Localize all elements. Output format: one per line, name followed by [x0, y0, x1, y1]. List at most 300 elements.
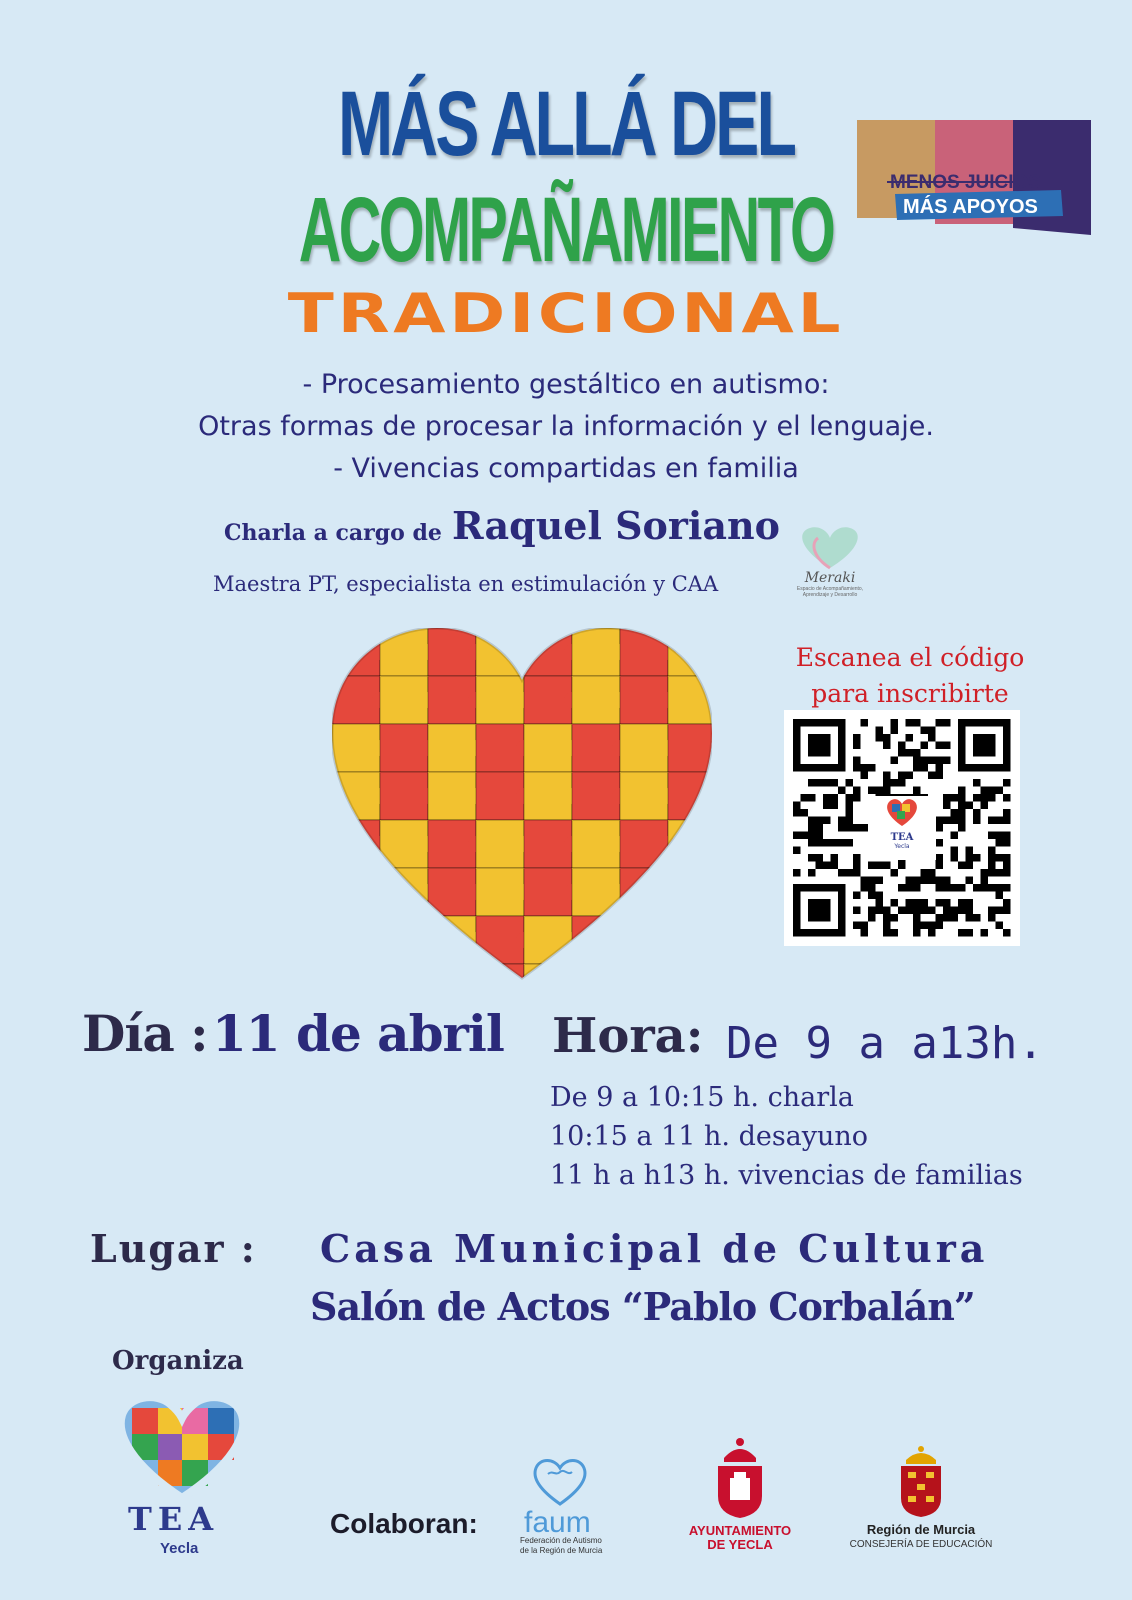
qr-module — [913, 914, 921, 922]
qr-module — [868, 914, 876, 922]
qr-module — [876, 862, 884, 870]
qr-module — [921, 764, 929, 772]
qr-module — [801, 809, 809, 817]
puzzle-piece — [332, 820, 380, 868]
puzzle-piece — [380, 964, 428, 988]
schedule-item: 10:15 a 11 h. desayuno — [550, 1121, 869, 1152]
qr-module — [973, 779, 981, 787]
qr-module — [861, 884, 869, 892]
qr-module — [943, 742, 951, 750]
qr-module — [831, 802, 839, 810]
qr-module — [846, 839, 854, 847]
registration-line-1: Escanea el código — [795, 643, 1025, 672]
qr-module — [951, 832, 959, 840]
qr-module — [868, 787, 876, 795]
qr-module — [973, 914, 981, 922]
qr-module — [958, 907, 966, 915]
qr-module — [853, 734, 861, 742]
qr-module — [838, 839, 846, 847]
qr-module — [876, 734, 884, 742]
qr-module — [943, 877, 951, 885]
qr-module — [936, 877, 944, 885]
qr-module — [898, 862, 906, 870]
puzzle-piece — [668, 868, 712, 916]
qr-module — [868, 884, 876, 892]
qr-module — [823, 802, 831, 810]
qr-module — [831, 779, 839, 787]
yecla-coat-of-arms-icon — [710, 1436, 770, 1520]
qr-module — [913, 929, 921, 937]
tea-yecla-logo — [112, 1390, 252, 1500]
faum-desc-2: de la Región de Murcia — [520, 1546, 603, 1555]
qr-module — [943, 757, 951, 765]
meraki-name: Meraki — [804, 570, 856, 586]
time-label: Hora: — [552, 1008, 704, 1064]
qr-module — [1003, 869, 1011, 877]
qr-center-sub: Yecla — [894, 843, 910, 850]
qr-module — [831, 839, 839, 847]
qr-module — [981, 794, 989, 802]
qr-module — [853, 869, 861, 877]
qr-module — [951, 907, 959, 915]
qr-module — [1003, 907, 1011, 915]
qr-module — [936, 862, 944, 870]
qr-module — [868, 877, 876, 885]
puzzle-piece — [668, 916, 712, 964]
qr-module — [951, 847, 959, 855]
puzzle-piece — [428, 964, 476, 988]
qr-module — [1003, 899, 1011, 907]
qr-module — [846, 809, 854, 817]
qr-module — [868, 907, 876, 915]
qr-module — [891, 757, 899, 765]
qr-module — [943, 884, 951, 892]
qr-module — [838, 817, 846, 825]
puzzle-knob — [660, 980, 676, 988]
qr-module — [808, 854, 816, 862]
qr-module — [883, 779, 891, 787]
qr-module — [808, 832, 816, 840]
qr-module — [853, 892, 861, 900]
qr-module — [928, 869, 936, 877]
qr-module — [808, 779, 816, 787]
puzzle-knob — [708, 836, 712, 852]
qr-module — [876, 787, 884, 795]
qr-module — [988, 854, 996, 862]
qr-module — [913, 884, 921, 892]
qr-module — [921, 877, 929, 885]
qr-module — [846, 794, 854, 802]
time-value: De 9 a a13h. — [726, 1018, 1044, 1069]
title-line-1: MÁS ALLÁ DEL — [337, 73, 795, 175]
puzzle-piece — [380, 916, 428, 964]
qr-module — [921, 907, 929, 915]
region-line-1: Región de Murcia — [866, 1522, 976, 1537]
qr-module — [906, 907, 914, 915]
puzzle-piece — [572, 964, 620, 988]
qr-finder — [973, 734, 996, 757]
qr-module — [988, 869, 996, 877]
qr-module — [943, 899, 951, 907]
qr-module — [966, 899, 974, 907]
qr-module — [981, 869, 989, 877]
qr-module — [928, 734, 936, 742]
qr-module — [808, 824, 816, 832]
qr-module — [913, 719, 921, 727]
qr-module — [913, 787, 921, 795]
qr-module — [846, 779, 854, 787]
schedule-list — [550, 1078, 1023, 1195]
qr-module — [936, 899, 944, 907]
qr-module — [831, 854, 839, 862]
qr-module — [958, 929, 966, 937]
puzzle-knob — [372, 884, 388, 900]
qr-module — [996, 854, 1004, 862]
qr-module — [883, 929, 891, 937]
topic-item: Otras formas de procesar la información y el lenguaje. — [198, 411, 934, 442]
qr-module — [966, 862, 974, 870]
qr-module — [1003, 832, 1011, 840]
qr-module — [928, 727, 936, 735]
qr-module — [831, 862, 839, 870]
qr-module — [898, 772, 906, 780]
schedule-item: 11 h a h13 h. vivencias de familias — [550, 1160, 1023, 1191]
puzzle-knob — [468, 980, 484, 988]
qr-center-label: TEA — [890, 832, 914, 843]
qr-module — [943, 719, 951, 727]
talk-prefix: Charla a cargo de — [224, 520, 442, 546]
qr-module — [973, 884, 981, 892]
day-value: 11 de abril — [212, 1004, 504, 1063]
puzzle-knob — [612, 932, 628, 948]
qr-module — [981, 884, 989, 892]
qr-module — [801, 794, 809, 802]
qr-module — [936, 817, 944, 825]
qr-module — [936, 854, 944, 862]
qr-module — [838, 824, 846, 832]
qr-module — [936, 884, 944, 892]
puzzle-knob — [420, 980, 436, 988]
ayuntamiento-line-1: AYUNTAMIENTO — [688, 1523, 792, 1538]
qr-module — [988, 862, 996, 870]
puzzle-piece — [572, 916, 620, 964]
qr-module — [898, 884, 906, 892]
qr-module — [861, 922, 869, 930]
qr-module — [966, 877, 974, 885]
puzzle-piece — [668, 676, 712, 724]
qr-module — [988, 832, 996, 840]
puzzle-knob — [372, 932, 388, 948]
badge-main-text: MÁS APOYOS — [903, 196, 1038, 218]
qr-module — [868, 764, 876, 772]
qr-module — [958, 862, 966, 870]
qr-module — [801, 832, 809, 840]
qr-module — [958, 794, 966, 802]
qr-module — [891, 779, 899, 787]
qr-module — [816, 839, 824, 847]
qr-module — [853, 764, 861, 772]
qr-module — [793, 809, 801, 817]
qr-module — [808, 794, 816, 802]
qr-module — [951, 809, 959, 817]
qr-module — [996, 907, 1004, 915]
qr-module — [846, 824, 854, 832]
region-line-2: CONSEJERÍA DE EDUCACIÓN — [849, 1539, 993, 1550]
topic-item: - Procesamiento gestáltico en autismo: — [302, 369, 830, 400]
qr-module — [913, 899, 921, 907]
qr-module — [883, 742, 891, 750]
puzzle-piece — [668, 820, 712, 868]
qr-module — [996, 922, 1004, 930]
place-line-1: Casa Municipal de Cultura — [320, 1226, 989, 1271]
qr-module — [951, 817, 959, 825]
meraki-tagline: Espacio de Acompañamiento, Aprendizaje y Desarrollo — [796, 586, 864, 598]
qr-module — [846, 817, 854, 825]
registration-line-2: para inscribirte — [811, 679, 1009, 708]
qr-module — [906, 749, 914, 757]
qr-module — [861, 719, 869, 727]
qr-module — [853, 794, 861, 802]
puzzle-knob — [564, 980, 580, 988]
qr-module — [966, 854, 974, 862]
speaker-name: Raquel Soriano — [452, 503, 780, 548]
qr-module — [973, 817, 981, 825]
qr-module — [883, 734, 891, 742]
qr-module — [913, 764, 921, 772]
qr-module — [906, 877, 914, 885]
tea-heart-icon — [882, 796, 922, 828]
title-line-3: TRADICIONAL — [287, 282, 845, 345]
puzzle-piece — [332, 868, 380, 916]
qr-module — [958, 817, 966, 825]
tea-wordmark — [128, 1500, 219, 1538]
qr-module — [853, 787, 861, 795]
qr-module — [883, 862, 891, 870]
qr-module — [996, 832, 1004, 840]
qr-module — [808, 869, 816, 877]
puzzle-knob — [708, 644, 712, 660]
qr-module — [936, 914, 944, 922]
qr-module — [936, 922, 944, 930]
faum-logo — [520, 1456, 630, 1556]
tea-name: TEA — [128, 1500, 220, 1538]
qr-module — [973, 809, 981, 817]
qr-module — [861, 772, 869, 780]
title-line-2: ACOMPAÑAMIENTO — [298, 179, 834, 281]
qr-module — [951, 854, 959, 862]
qr-module — [988, 914, 996, 922]
qr-module — [966, 802, 974, 810]
topics-list — [0, 364, 1132, 490]
qr-module — [823, 862, 831, 870]
puzzle-knob — [660, 932, 676, 948]
qr-module — [1003, 854, 1011, 862]
qr-module — [936, 757, 944, 765]
qr-module — [943, 817, 951, 825]
qr-module — [936, 742, 944, 750]
qr-module — [1003, 839, 1011, 847]
qr-module — [861, 877, 869, 885]
qr-module — [936, 772, 944, 780]
qr-module — [891, 727, 899, 735]
qr-module — [868, 892, 876, 900]
qr-module — [928, 757, 936, 765]
qr-module — [958, 884, 966, 892]
qr-module — [981, 877, 989, 885]
qr-module — [943, 794, 951, 802]
qr-module — [793, 869, 801, 877]
qr-module — [876, 727, 884, 735]
qr-module — [973, 794, 981, 802]
qr-module — [823, 794, 831, 802]
qr-module — [996, 787, 1004, 795]
qr-module — [966, 907, 974, 915]
badge-strike-text: MENOS JUICIOS — [890, 172, 1041, 193]
qr-module — [853, 824, 861, 832]
qr-module — [988, 907, 996, 915]
qr-module — [958, 824, 966, 832]
qr-module — [951, 884, 959, 892]
qr-module — [913, 757, 921, 765]
qr-module — [951, 794, 959, 802]
qr-module — [1003, 884, 1011, 892]
qr-module — [943, 802, 951, 810]
qr-module — [981, 929, 989, 937]
puzzle-knob — [612, 980, 628, 988]
qr-module — [966, 847, 974, 855]
qr-module — [1003, 809, 1011, 817]
qr-module — [1003, 779, 1011, 787]
qr-module — [936, 839, 944, 847]
qr-module — [958, 809, 966, 817]
puzzle-piece — [524, 964, 572, 988]
qr-module — [891, 914, 899, 922]
qr-module — [996, 869, 1004, 877]
qr-module — [883, 922, 891, 930]
qr-module — [823, 779, 831, 787]
qr-module — [883, 914, 891, 922]
qr-module — [898, 749, 906, 757]
qr-finder — [808, 734, 831, 757]
qr-module — [861, 764, 869, 772]
qr-center-logo — [868, 796, 936, 860]
qr-module — [988, 884, 996, 892]
puzzle-knob — [708, 788, 712, 804]
qr-module — [898, 742, 906, 750]
qr-module — [831, 794, 839, 802]
qr-module — [958, 899, 966, 907]
qr-module — [943, 914, 951, 922]
puzzle-piece — [668, 724, 712, 772]
qr-module — [816, 832, 824, 840]
qr-module — [988, 817, 996, 825]
puzzle-knob — [708, 884, 712, 900]
qr-module — [966, 914, 974, 922]
qr-module — [808, 817, 816, 825]
qr-finder — [808, 899, 831, 922]
puzzle-knob — [708, 932, 712, 948]
qr-module — [966, 929, 974, 937]
qr-module — [906, 884, 914, 892]
qr-module — [883, 787, 891, 795]
schedule-item: De 9 a 10:15 h. charla — [550, 1082, 854, 1113]
qr-module — [876, 899, 884, 907]
qr-module — [816, 817, 824, 825]
qr-module — [921, 742, 929, 750]
qr-module — [981, 802, 989, 810]
qr-module — [921, 869, 929, 877]
qr-module — [1003, 817, 1011, 825]
qr-module — [876, 892, 884, 900]
speaker-role: Maestra PT, especialista en estimulación y CAA — [213, 572, 719, 596]
registration-qr-code[interactable] — [784, 710, 1020, 946]
qr-module — [891, 929, 899, 937]
puzzle-knob — [516, 644, 532, 660]
day-label: Día : — [82, 1004, 208, 1063]
qr-module — [928, 877, 936, 885]
qr-module — [891, 869, 899, 877]
qr-module — [793, 847, 801, 855]
qr-module — [913, 749, 921, 757]
qr-module — [928, 772, 936, 780]
qr-module — [891, 719, 899, 727]
qr-module — [921, 757, 929, 765]
puzzle-knob — [516, 980, 532, 988]
qr-module — [876, 907, 884, 915]
qr-module — [996, 884, 1004, 892]
qr-module — [808, 839, 816, 847]
faum-heart-icon — [520, 1456, 630, 1506]
faum-name: faum — [524, 1506, 591, 1539]
qr-module — [816, 824, 824, 832]
puzzle-knob — [420, 932, 436, 948]
place-label: Lugar : — [90, 1226, 257, 1271]
qr-module — [1003, 794, 1011, 802]
qr-module — [996, 839, 1004, 847]
qr-module — [951, 914, 959, 922]
qr-module — [921, 899, 929, 907]
puzzle-piece — [332, 916, 380, 964]
qr-module — [816, 854, 824, 862]
qr-module — [1003, 929, 1011, 937]
qr-module — [868, 862, 876, 870]
qr-module — [823, 817, 831, 825]
qr-module — [996, 817, 1004, 825]
qr-module — [816, 779, 824, 787]
qr-module — [913, 922, 921, 930]
qr-module — [973, 854, 981, 862]
puzzle-piece — [668, 964, 712, 988]
qr-module — [958, 787, 966, 795]
qr-module — [838, 787, 846, 795]
qr-module — [936, 719, 944, 727]
puzzle-knob — [372, 980, 388, 988]
qr-module — [928, 929, 936, 937]
tea-city: Yecla — [160, 1540, 199, 1557]
qr-module — [996, 892, 1004, 900]
registration-callout — [780, 640, 1040, 712]
puzzle-knob — [660, 884, 676, 900]
qr-module — [988, 847, 996, 855]
qr-module — [861, 929, 869, 937]
qr-module — [958, 802, 966, 810]
qr-module — [853, 907, 861, 915]
ayuntamiento-yecla-logo — [680, 1436, 800, 1566]
qr-module — [898, 779, 906, 787]
place-line-2: Salón de Actos “Pablo Corbalán” — [310, 1284, 975, 1329]
puzzle-piece — [332, 964, 380, 988]
region-murcia-logo — [846, 1444, 996, 1574]
